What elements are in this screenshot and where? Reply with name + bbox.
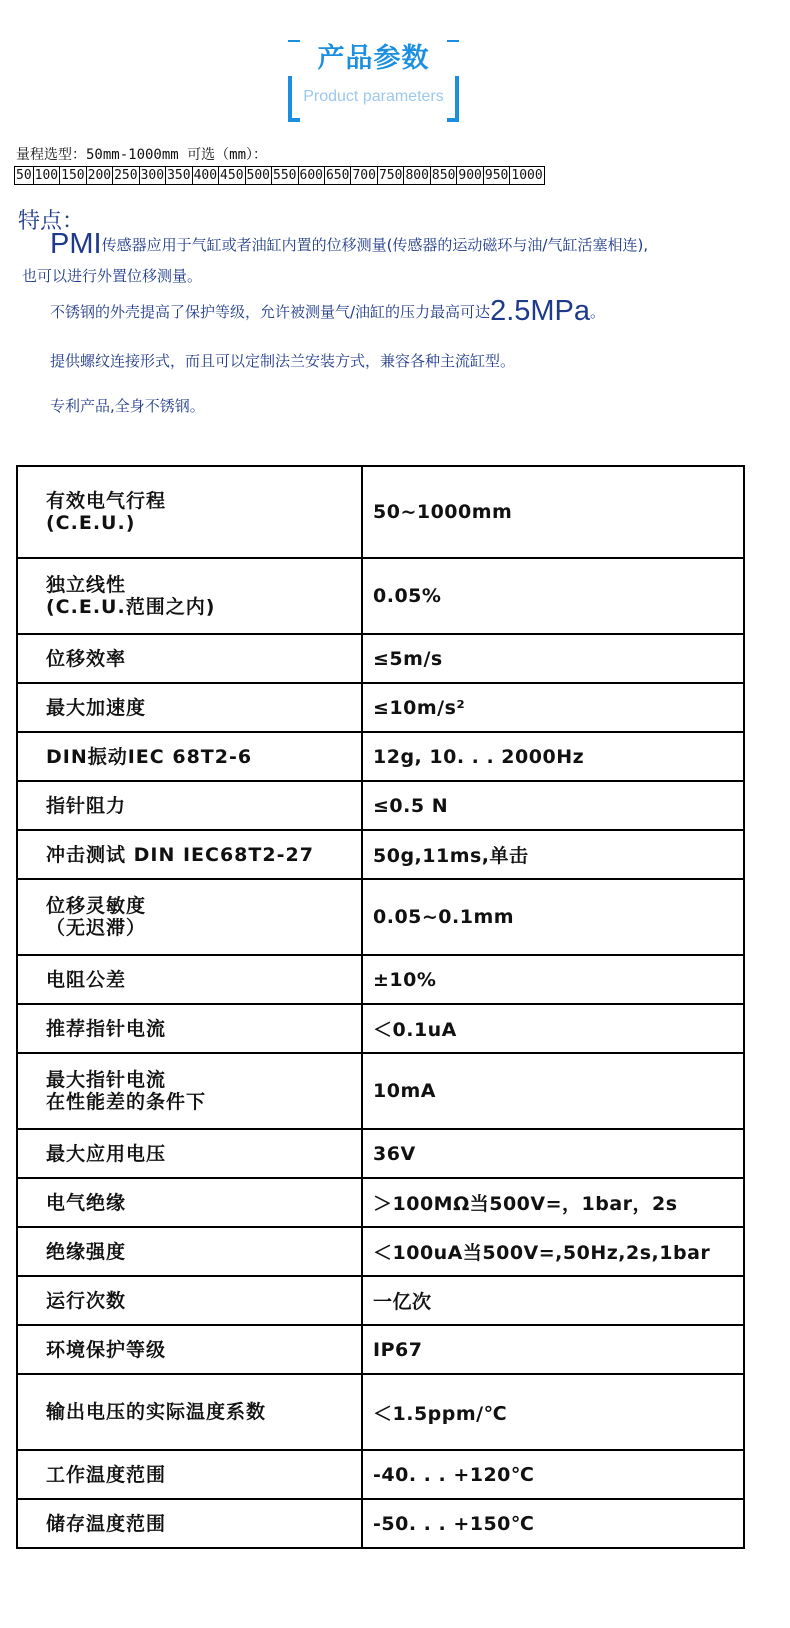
range-cell: 300 [140,167,165,183]
spec-value: 0.05% [362,558,744,634]
range-cell: 1000 [511,167,543,183]
feature-line-2-end: 。 [590,303,606,321]
spec-key-line1: 电阻公差 [46,968,127,991]
feature-pressure: 2.5MPa [490,295,591,327]
spec-key [17,466,362,558]
spec-value: -50. . . +150℃ [362,1499,744,1548]
spec-key-line2: (C.E.U.) [46,512,136,534]
range-cell: 800 [405,167,429,183]
spec-value: 50~1000mm [362,466,744,558]
header-subtitle: Product parameters [303,88,444,105]
spec-key [17,1129,362,1178]
spec-key-line1: 最大指针电流 [46,1069,167,1091]
spec-key [17,955,362,1004]
spec-key-line1: 最大加速度 [46,696,147,719]
spec-key [17,1276,362,1325]
features-title: 特点： [18,209,85,234]
spec-key-line1: 独立线性 [46,574,127,596]
section-header [288,40,459,122]
range-cell: 150 [61,167,85,183]
range-cell: 350 [167,167,191,183]
spec-key-line1: 工作温度范围 [46,1463,167,1486]
spec-key [17,683,362,732]
spec-table [16,465,745,1549]
spec-key [17,879,362,955]
range-cell: 750 [378,167,403,183]
range-cell: 450 [220,167,244,183]
spec-row [17,1053,744,1129]
spec-row [17,466,744,558]
spec-key-line1: 最大应用电压 [46,1142,167,1165]
spec-key [17,634,362,683]
spec-key [17,1004,362,1053]
spec-value: ＞100MΩ当500V=，1bar，2s [362,1178,744,1227]
spec-key-line1: 冲击测试 DIN IEC68T2-27 [46,843,314,866]
feature-brand: PMI [50,228,102,260]
range-cell: 50 [16,167,32,183]
spec-key [17,732,362,781]
spec-key-line1: 储存温度范围 [46,1512,167,1535]
spec-key-line1: 环境保护等级 [46,1338,167,1361]
spec-key-line1: 运行次数 [46,1289,127,1312]
spec-key-line1: 推荐指针电流 [46,1017,167,1040]
spec-key-line1: 有效电气行程 [46,490,167,512]
range-cell: 550 [273,167,297,183]
spec-value: IP67 [362,1325,744,1374]
feature-line-4: 专利产品,全身不锈钢。 [50,397,205,415]
range-cell: 400 [193,167,218,183]
feature-line-2-text: 不锈钢的外壳提高了保护等级，允许被测量气/油缸的压力最高可达 [50,303,491,321]
feature-line-1-text: 传感器应用于气缸或者油缸内置的位移测量(传感器的运动磁环与油/气缸活塞相连), [101,236,649,254]
spec-value: 50g,11ms,单击 [362,830,744,879]
range-cell: 700 [352,167,376,183]
range-cell: 600 [299,167,323,183]
spec-value: -40. . . +120℃ [362,1450,744,1499]
spec-key [17,1374,362,1450]
range-cell: 900 [458,167,482,183]
header-title: 产品参数 [288,42,459,76]
range-cell: 650 [325,167,350,183]
feature-line-3: 提供螺纹连接形式，而且可以定制法兰安装方式，兼容各种主流缸型。 [50,352,516,370]
spec-value: ≤0.5 N [362,781,744,830]
spec-row [17,830,744,879]
spec-row [17,781,744,830]
range-cell: 100 [34,167,59,183]
spec-row [17,558,744,634]
spec-key-line1: 位移效率 [46,647,127,670]
spec-key-line1: 绝缘强度 [46,1240,127,1263]
spec-value: 0.05~0.1mm [362,879,744,955]
range-cell: 200 [87,167,112,183]
spec-row [17,683,744,732]
spec-key-line1: DIN振动IEC 68T2-6 [46,745,253,768]
spec-row [17,1499,744,1548]
range-cell: 950 [484,167,509,183]
spec-value: ＜0.1uA [362,1004,744,1053]
spec-value: 12g, 10. . . 2000Hz [362,732,744,781]
spec-key [17,1450,362,1499]
spec-value: 10mA [362,1053,744,1129]
spec-value: 一亿次 [362,1276,744,1325]
spec-key [17,1053,362,1129]
spec-row [17,1325,744,1374]
spec-key [17,1227,362,1276]
range-cell: 850 [431,167,456,183]
spec-row [17,1004,744,1053]
spec-row [17,1450,744,1499]
feature-line-2 [50,295,605,328]
spec-key [17,781,362,830]
spec-value: ≤10m/s² [362,683,744,732]
spec-value: ＜1.5ppm/℃ [362,1374,744,1450]
spec-row [17,1178,744,1227]
range-label: 量程选型：50mm-1000mm 可选（mm）： [16,147,268,163]
spec-row [17,634,744,683]
spec-value: 36V [362,1129,744,1178]
spec-value: ＜100uA当500V=,50Hz,2s,1bar [362,1227,744,1276]
spec-key-line2: (C.E.U.范围之内) [46,596,216,618]
spec-row [17,955,744,1004]
spec-key-line2: （无迟滞） [46,917,147,939]
spec-row [17,879,744,955]
spec-key-line1: 指针阻力 [46,794,127,817]
spec-key-line2: 在性能差的条件下 [46,1091,207,1113]
spec-key [17,1325,362,1374]
feature-line-1-cont: 也可以进行外置位移测量。 [22,267,203,285]
spec-key [17,558,362,634]
range-cell: 500 [246,167,271,183]
feature-line-1 [50,228,648,261]
spec-row [17,1374,744,1450]
spec-key [17,1499,362,1548]
spec-key [17,1178,362,1227]
spec-value: ±10% [362,955,744,1004]
range-cell: 250 [114,167,138,183]
spec-key-line1: 输出电压的实际温度系数 [46,1401,267,1423]
range-table [14,166,545,185]
spec-key-line1: 电气绝缘 [46,1191,127,1214]
spec-row [17,732,744,781]
spec-key [17,830,362,879]
spec-key-line1: 位移灵敏度 [46,895,147,917]
spec-row [17,1129,744,1178]
spec-value: ≤5m/s [362,634,744,683]
spec-row [17,1276,744,1325]
spec-row [17,1227,744,1276]
